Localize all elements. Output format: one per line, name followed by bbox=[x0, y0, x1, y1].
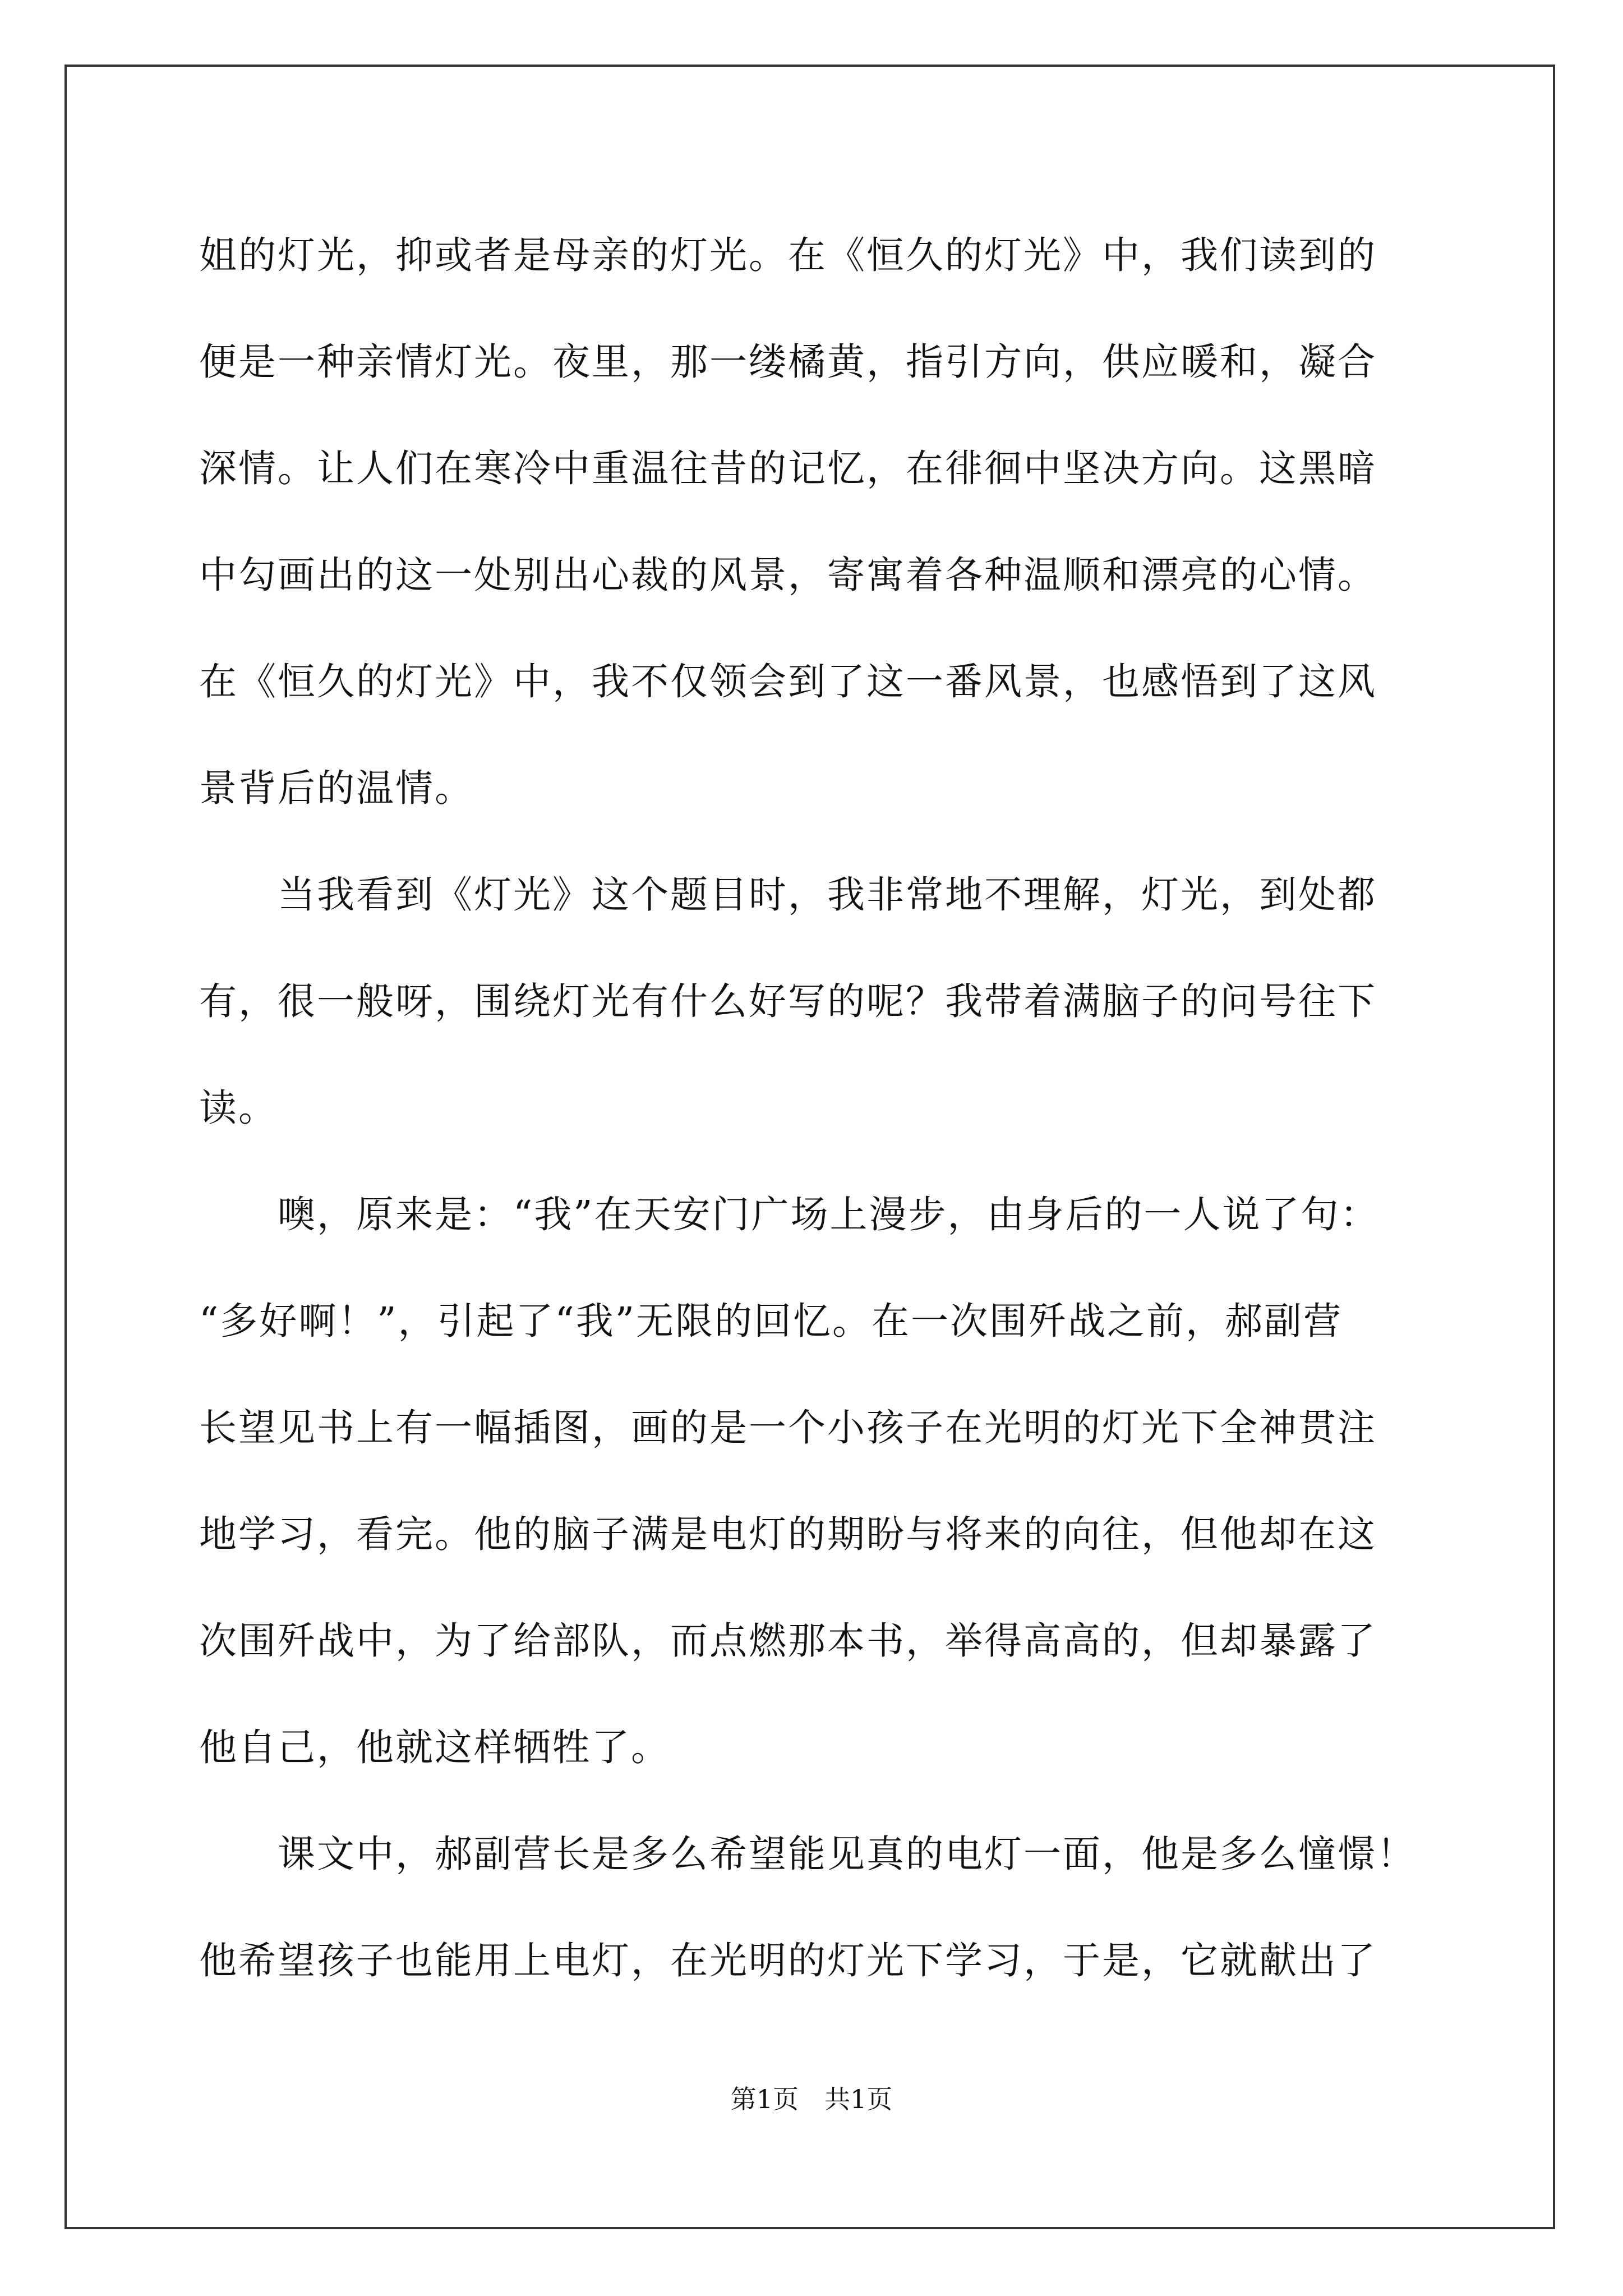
text-line: 景背后的温情。 bbox=[199, 766, 474, 810]
text-line: 地学习，看完。他的脑子满是电灯的期盼与将来的向往，但他却在这 bbox=[199, 1512, 1377, 1556]
text-line: 长望见书上有一幅插图，画的是一个小孩子在光明的灯光下全神贯注 bbox=[199, 1406, 1377, 1450]
text-line: 噢，原来是：“我”在天安门广场上漫步，由身后的一人说了句： bbox=[199, 1193, 1380, 1236]
page-number-footer: 第1页 共1页 bbox=[730, 2084, 893, 2114]
text-line: 便是一种亲情灯光。夜里，那一缕橘黄，指引方向，供应暖和，凝合 bbox=[199, 340, 1377, 384]
document-body bbox=[199, 202, 1427, 2014]
text-line: 他自己，他就这样牺牲了。 bbox=[199, 1726, 670, 1769]
text-line: 深情。让人们在寒冷中重温往昔的记忆，在徘徊中坚决方向。这黑暗 bbox=[199, 447, 1377, 490]
text-line: 姐的灯光，抑或者是母亲的灯光。在《恒久的灯光》中，我们读到的 bbox=[199, 233, 1377, 277]
text-line: 当我看到《灯光》这个题目时，我非常地不理解，灯光，到处都 bbox=[199, 873, 1377, 917]
text-line: 在《恒久的灯光》中，我不仅领会到了这一番风景，也感悟到了这风 bbox=[199, 660, 1377, 703]
text-line: 中勾画出的这一处别出心裁的风景，寄寓着各种温顺和漂亮的心情。 bbox=[199, 553, 1377, 597]
text-line: 有，很一般呀，围绕灯光有什么好写的呢？我带着满脑子的问号往下 bbox=[199, 979, 1377, 1023]
text-line: 读。 bbox=[199, 1086, 278, 1130]
text-line: 课文中，郝副营长是多么希望能见真的电灯一面，他是多么憧憬！ bbox=[199, 1832, 1416, 1876]
text-line: 次围歼战中，为了给部队，而点燃那本书，举得高高的，但却暴露了 bbox=[199, 1619, 1377, 1663]
text-line: 他希望孩子也能用上电灯，在光明的灯光下学习，于是，它就献出了 bbox=[199, 1939, 1377, 1982]
text-line: “多好啊！”，引起了“我”无限的回忆。在一次围歼战之前，郝副营 bbox=[199, 1299, 1343, 1343]
